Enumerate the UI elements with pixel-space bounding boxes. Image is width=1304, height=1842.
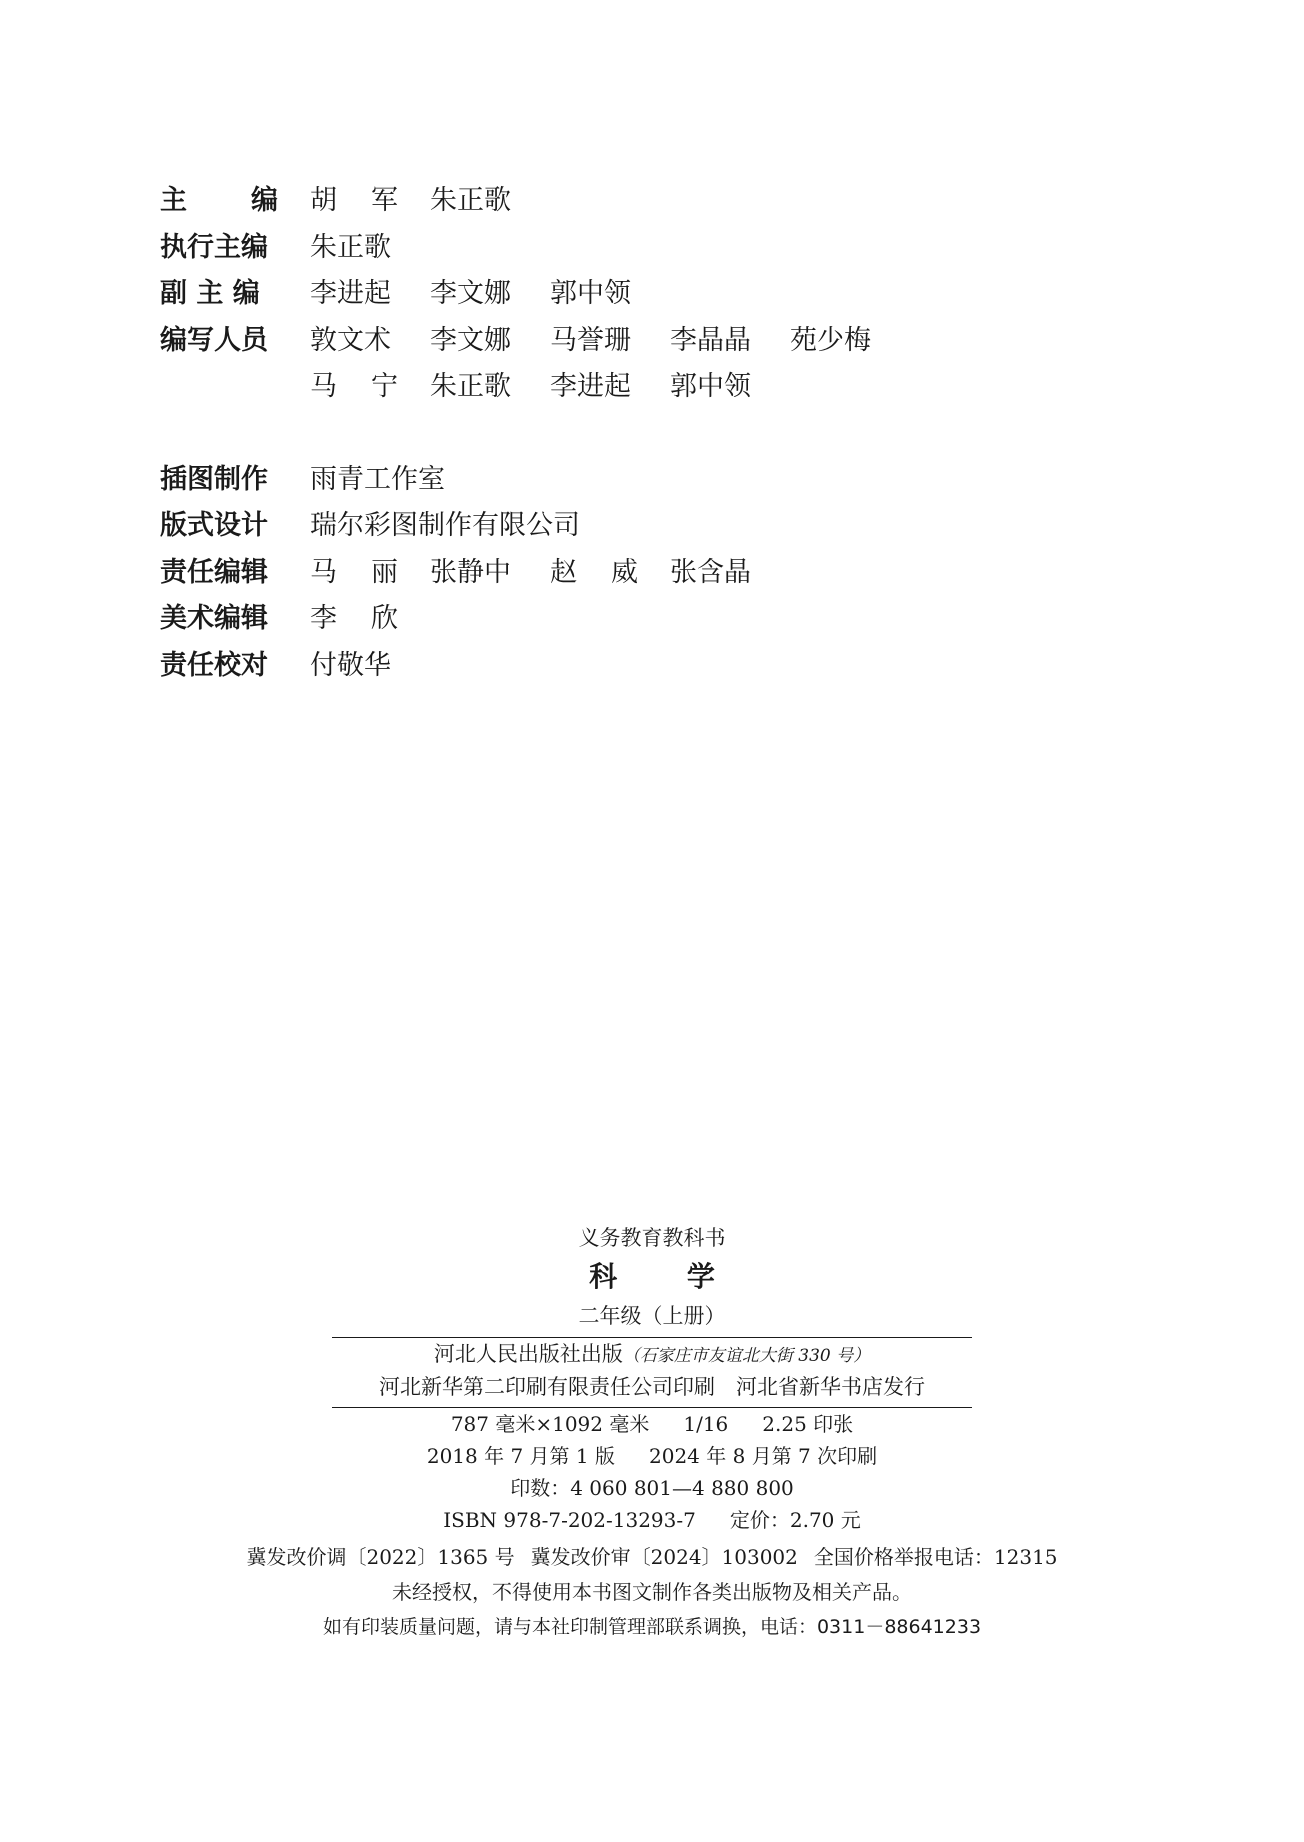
credit-row-executive-editor: [160, 225, 1160, 272]
book-title: 科 学: [589, 1260, 745, 1293]
credit-row-layout-design: [160, 503, 1160, 550]
credit-name: 朱正歌: [310, 231, 391, 263]
sheets: 2.25 印张: [762, 1412, 854, 1436]
colophon-block: [0, 1220, 1304, 1645]
series-name: 义务教育教科书: [578, 1226, 726, 1250]
price-approval-2: 冀发改价审〔2024〕103002: [530, 1545, 798, 1569]
credit-names: [310, 318, 910, 357]
credit-role-layout-design: 版式设计: [160, 510, 268, 541]
credit-name: 李晶晶: [670, 324, 751, 356]
role-char: 编: [251, 185, 278, 216]
price-approval-1: 冀发改价调〔2022〕1365 号: [246, 1545, 515, 1569]
credit-names: [310, 643, 430, 682]
copyright-notice: 未经授权，不得使用本书图文制作各类出版物及相关产品。: [392, 1580, 912, 1604]
credit-row-chief-editor: [160, 178, 1160, 225]
credit-name: 郭中领: [550, 278, 631, 309]
credit-names: [310, 457, 445, 496]
credit-role-executive-editor: 执行主编: [160, 231, 268, 263]
credit-names: [310, 178, 550, 217]
credit-name: 张含晶: [670, 556, 751, 588]
credit-row-responsible-editor: [160, 550, 1160, 597]
credit-role-art-editor: 美术编辑: [160, 603, 268, 634]
credit-names: [310, 503, 580, 542]
price-approval-line: [0, 1540, 1304, 1575]
credit-row-deputy-editor: [160, 271, 1160, 318]
credit-names: [310, 225, 430, 264]
credit-names: [310, 364, 790, 403]
edition: 2018 年 7 月第 1 版: [426, 1444, 615, 1468]
credit-name: 马誉珊: [550, 324, 631, 356]
credit-name: 赵 威: [550, 556, 638, 588]
price: 定价：2.70 元: [729, 1508, 861, 1532]
credit-names: [310, 596, 430, 635]
credit-name: 马 丽: [310, 556, 398, 588]
credit-name: 李进起: [550, 371, 631, 402]
print-run: 印数：4 060 801—4 880 800: [510, 1476, 794, 1500]
credit-row-proofreader: [160, 643, 1160, 690]
credit-role-proofreader: 责任校对: [160, 649, 268, 681]
credit-name: 李 欣: [310, 603, 398, 634]
publisher-line: [0, 1338, 1304, 1371]
credit-name: 付敬华: [310, 649, 391, 681]
credit-name: 胡 军: [310, 185, 398, 216]
credit-name: 敦文术: [310, 324, 391, 356]
credit-role-responsible-editor: 责任编辑: [160, 556, 268, 588]
quality-contact: 如有印装质量问题，请与本社印制管理部联系调换，电话：0311－88641233: [322, 1616, 982, 1638]
credit-name: 瑞尔彩图制作有限公司: [310, 510, 580, 541]
credit-role-illustration: 插图制作: [160, 463, 268, 495]
credit-row-art-editor: [160, 596, 1160, 643]
credits-block: [160, 178, 1160, 689]
publisher: 河北人民出版社出版: [433, 1342, 623, 1366]
credit-name: 苑少梅: [790, 324, 871, 356]
edition-line: [0, 1440, 1304, 1472]
credits-spacer: [160, 411, 1160, 457]
publisher-address: （石家庄市友谊北大街 330 号）: [622, 1346, 871, 1366]
credit-name: 朱正歌: [430, 371, 511, 402]
credit-names: [310, 271, 670, 310]
printing: 2024 年 8 月第 7 次印刷: [649, 1444, 878, 1468]
credit-name: 雨青工作室: [310, 463, 445, 495]
folio: 1/16: [683, 1412, 729, 1436]
grade-volume: 二年级（上册）: [578, 1304, 726, 1328]
credit-name: 张静中: [430, 556, 511, 588]
format-line: [0, 1408, 1304, 1440]
credit-names: [310, 550, 790, 589]
credit-name: 李文娜: [430, 324, 511, 356]
credit-role-writers: 编写人员: [160, 324, 268, 356]
credit-role-deputy-editor: 副 主 编: [160, 278, 260, 309]
credit-row-writers-continued: [160, 364, 1160, 411]
credit-role-chief-editor: [160, 178, 278, 217]
credit-name: 马 宁: [310, 371, 398, 402]
role-char: 主: [160, 185, 187, 216]
credit-name: 郭中领: [670, 371, 751, 402]
price-hotline: 全国价格举报电话：12315: [813, 1545, 1058, 1569]
credit-name: 朱正歌: [430, 185, 511, 216]
credit-name: 李文娜: [430, 278, 511, 309]
credit-row-writers: [160, 318, 1160, 365]
credit-name: 李进起: [310, 278, 391, 309]
isbn-line: [0, 1504, 1304, 1536]
credit-row-illustration: [160, 457, 1160, 504]
printer-distributor-line: 河北新华第二印刷有限责任公司印刷 河北省新华书店发行: [379, 1375, 925, 1399]
paper-format: 787 毫米×1092 毫米: [450, 1412, 650, 1436]
isbn: ISBN 978-7-202-13293-7: [443, 1508, 696, 1532]
